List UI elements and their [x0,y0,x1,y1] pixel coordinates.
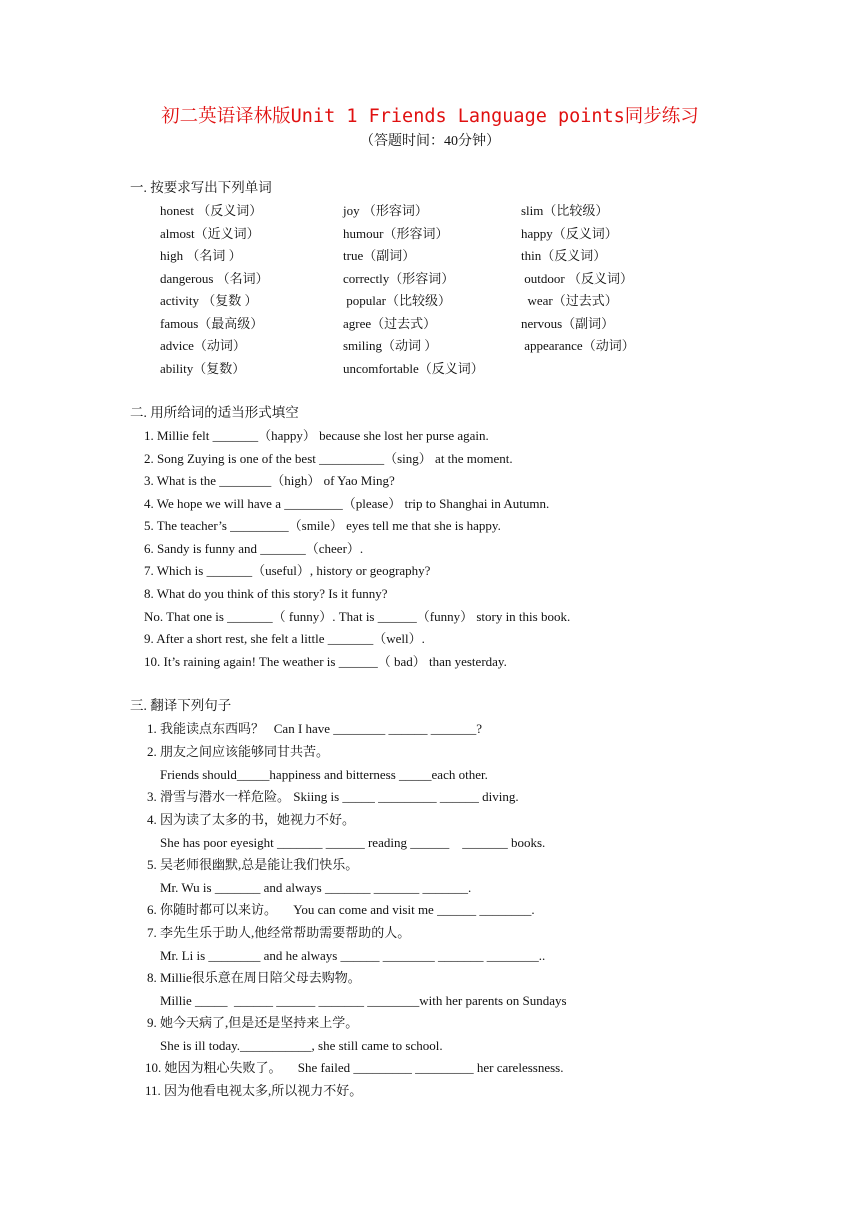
exercise-line: 8. What do you think of this story? Is it funny? [144,586,388,601]
vocab-row [0,338,860,356]
translation-prompt: 10. 她因为粗心失败了。 She failed _________ _________ her carelessness. [145,1060,564,1075]
exercise-line: 5. The teacher’s _________（smile） eyes tell me that she is happy. [144,518,501,533]
vocab-item: nervous（副词） [521,316,615,331]
vocab-item: agree（过去式） [343,316,437,331]
vocab-item: ability（复数） [160,361,246,376]
vocab-item: uncomfortable（反义词） [343,361,484,376]
translation-answer: She is ill today.___________, she still came to school. [160,1038,443,1053]
vocab-item: advice（动词） [160,338,246,353]
vocab-item: joy （形容词） [343,203,428,218]
translation-prompt: 11. 因为他看电视太多,所以视力不好。 [145,1083,363,1098]
vocab-row [0,248,860,266]
translation-prompt: 8. Millie很乐意在周日陪父母去购物。 [147,970,361,985]
vocab-row [0,316,860,334]
translation-answer: Friends should_____happiness and bitterness _____each other. [160,767,488,782]
translation-prompt: 4. 因为读了太多的书，她视力不好。 [147,812,356,827]
vocab-item: famous（最高级） [160,316,264,331]
section1-heading: 一. 按要求写出下列单词 [130,180,272,195]
translation-answer: Mr. Wu is _______ and always _______ _______ _______. [160,880,472,895]
vocab-item: thin（反义词） [521,248,607,263]
translation-prompt: 5. 吴老师很幽默,总是能让我们快乐。 [147,857,359,872]
page-title: 初二英语译林版Unit 1 Friends Language points同步练习 [161,106,699,127]
vocab-item: outdoor （反义词） [521,271,633,286]
section2-heading: 二. 用所给词的适当形式填空 [130,405,299,420]
translation-answer: Millie _____ ______ ______ _______ ________with her parents on Sundays [160,993,567,1008]
translation-prompt: 3. 滑雪与潜水一样危险。 Skiing is _____ _________ ______ diving. [147,789,519,804]
vocab-item: slim（比较级） [521,203,609,218]
exercise-line: 3. What is the ________（high） of Yao Ming? [144,473,395,488]
exercise-line: 4. We hope we will have a _________（please） trip to Shanghai in Autumn. [144,496,550,511]
exercise-line: 6. Sandy is funny and _______（cheer）. [144,541,364,556]
vocab-item: humour（形容词） [343,226,449,241]
translation-answer: She has poor eyesight _______ ______ reading ______ _______ books. [160,835,546,850]
vocab-item: wear（过去式） [521,293,618,308]
vocab-row [0,226,860,244]
exercise-line: 7. Which is _______（useful）, history or geography? [144,563,431,578]
exercise-line: 9. After a short rest, she felt a little _______（well）. [144,631,425,646]
vocab-row [0,203,860,221]
translation-prompt: 6. 你随时都可以来访。 You can come and visit me ______ ________. [147,902,535,917]
section3-heading: 三. 翻译下列句子 [130,698,232,713]
exercise-line: 10. It’s raining again! The weather is ______（ bad） than yesterday. [144,654,507,669]
vocab-item: honest （反义词） [160,203,263,218]
exercise-line: No. That one is _______（ funny）. That is ______（funny） story in this book. [144,609,571,624]
vocab-item: happy（反义词） [521,226,618,241]
vocab-item: true（副词） [343,248,416,263]
vocab-item: popular（比较级） [343,293,451,308]
vocab-row [0,361,860,379]
page-subtitle: （答题时间：40分钟） [360,134,500,149]
vocab-row [0,293,860,311]
vocab-item: appearance（动词） [521,338,635,353]
vocab-item: high （名词 ） [160,248,242,263]
vocab-row [0,271,860,289]
translation-prompt: 2. 朋友之间应该能够同甘共苦。 [147,744,330,759]
vocab-item: dangerous （名词） [160,271,269,286]
vocab-item: almost（近义词） [160,226,260,241]
vocab-item: activity （复数 ） [160,293,258,308]
translation-prompt: 7. 李先生乐于助人,他经常帮助需要帮助的人。 [147,925,411,940]
exercise-line: 2. Song Zuying is one of the best __________（sing） at the moment. [144,451,513,466]
translation-prompt: 1. 我能读点东西吗？ Can I have ________ ______ _______? [147,721,483,736]
vocab-item: correctly（形容词） [343,271,455,286]
vocab-item: smiling（动词 ） [343,338,438,353]
translation-prompt: 9. 她今天病了,但是还是坚持来上学。 [147,1015,359,1030]
translation-answer: Mr. Li is ________ and he always ______ ________ _______ ________.. [160,948,546,963]
exercise-line: 1. Millie felt _______（happy） because she lost her purse again. [144,428,489,443]
